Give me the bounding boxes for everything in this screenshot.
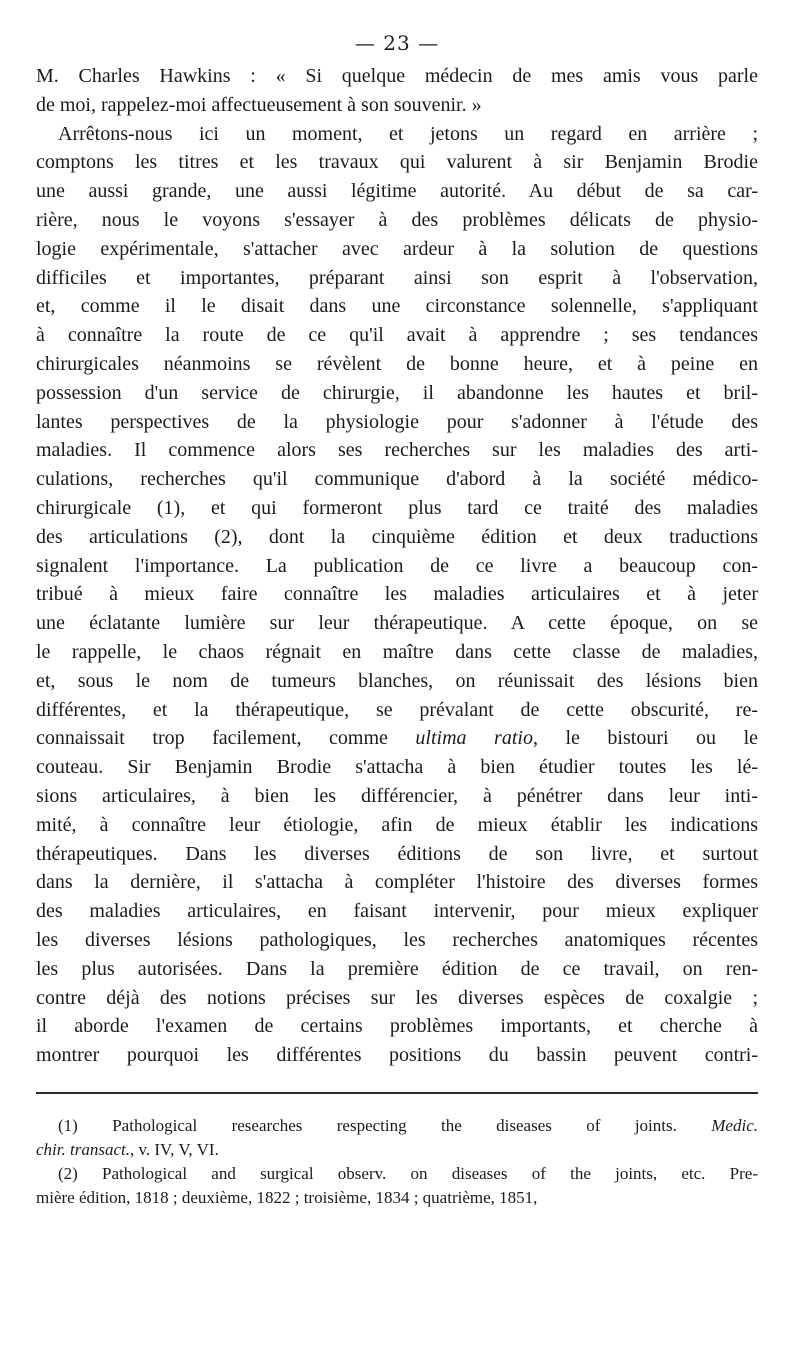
text-line: M. Charles Hawkins : « Si quelque médecin de mes amis vous parle xyxy=(36,65,758,87)
text-line: sions articulaires, à bien les différencier, à pénétrer dans leur inti- xyxy=(36,784,758,807)
text-line: à connaître la route de ce qu'il avait à apprendre ; ses tendances xyxy=(36,324,758,347)
footnote-1-text: (1) Pathological researches respecting the diseases of joints. xyxy=(58,1115,712,1135)
text-line: signalent l'importance. La publication de ce livre a beaucoup con- xyxy=(36,554,758,577)
text-line: une éclatante lumière sur leur thérapeutique. A cette époque, on se xyxy=(36,612,758,635)
text-line: et, comme il le disait dans une circonstance solennelle, s'appliquant xyxy=(36,295,758,318)
footnote-1-journal-cont: chir. transact. xyxy=(36,1139,130,1159)
text-line: difficiles et importantes, préparant ainsi son esprit à l'observation, xyxy=(36,266,758,289)
text-line: maladies. Il commence alors ses recherches sur les maladies des arti- xyxy=(36,439,758,462)
footnote-2-line-1: (2) Pathological and surgical observ. on diseases of the joints, etc. Pre- xyxy=(58,1163,758,1183)
text-line: couteau. Sir Benjamin Brodie s'attacha à bien étudier toutes les lé- xyxy=(36,756,758,779)
text-line: mité, à connaître leur étiologie, afin de mieux établir les indications xyxy=(36,813,758,836)
footnote-2-line-2: mière édition, 1818 ; deuxième, 1822 ; troisième, 1834 ; quatrième, 1851, xyxy=(36,1187,538,1207)
text-line: comptons les titres et les travaux qui valurent à sir Benjamin Brodie xyxy=(36,151,758,174)
text-line: lantes perspectives de la physiologie pour s'adonner à l'étude des xyxy=(36,410,758,433)
text-line: connaissait trop facilement, comme ultima ratio, le bistouri ou le xyxy=(36,727,758,750)
footnote-1-line-2 xyxy=(36,1138,758,1162)
footnote-1-line-1 xyxy=(36,1114,758,1138)
text-line: culations, recherches qu'il communique d'abord à la société médico- xyxy=(36,468,758,491)
text-line: chirurgicales néanmoins se révèlent de bonne heure, et à peine en xyxy=(36,352,758,375)
text-line: les diverses lésions pathologiques, les recherches anatomiques récentes xyxy=(36,928,758,951)
text-line: une aussi grande, une aussi légitime autorité. Au début de sa car- xyxy=(36,180,758,203)
text-line: des articulations (2), dont la cinquième édition et deux traductions xyxy=(36,525,758,548)
text-line: rière, nous le voyons s'essayer à des problèmes délicats de physio- xyxy=(36,208,758,231)
body-text xyxy=(36,62,758,1070)
page-number: — 23 — xyxy=(354,31,440,55)
footnotes xyxy=(36,1114,758,1210)
text-line: thérapeutiques. Dans les diverses éditions de son livre, et surtout xyxy=(36,842,758,865)
text-line: différentes, et la thérapeutique, se prévalant de cette obscurité, re- xyxy=(36,698,758,721)
text-line: les plus autorisées. Dans la première édition de ce travail, on ren- xyxy=(36,957,758,980)
text-line: le rappelle, le chaos régnait en maître dans cette classe de maladies, xyxy=(36,640,758,663)
text-line: il aborde l'examen de certains problèmes importants, et cherche à xyxy=(36,1015,758,1038)
text-line: logie expérimentale, s'attacher avec ardeur à la solution de questions xyxy=(36,237,758,260)
footnote-1-journal: Medic. xyxy=(711,1115,758,1135)
text-line: tribué à mieux faire connaître les maladies articulaires et à jeter xyxy=(36,583,758,606)
text-line: chirurgicale (1), et qui formeront plus tard ce traité des maladies xyxy=(36,496,758,519)
footnote-separator xyxy=(36,1092,758,1094)
text-line: contre déjà des notions précises sur les diverses espèces de coxalgie ; xyxy=(36,986,758,1009)
text-line: de moi, rappelez-moi affectueusement à son souvenir. » xyxy=(36,93,482,116)
text-line: Arrêtons-nous ici un moment, et jetons un regard en arrière ; xyxy=(58,122,758,145)
text-line: montrer pourquoi les différentes positions du bassin peuvent contri- xyxy=(36,1044,758,1067)
text-line: des maladies articulaires, en faisant intervenir, pour mieux expliquer xyxy=(36,900,758,923)
italic-phrase: ultima ratio xyxy=(415,727,533,750)
text-line: et, sous le nom de tumeurs blanches, on réunissait des lésions bien xyxy=(36,669,758,692)
text-line: dans la dernière, il s'attacha à compléter l'histoire des diverses formes xyxy=(36,871,758,894)
text-line: possession d'un service de chirurgie, il abandonne les hautes et bril- xyxy=(36,381,758,404)
footnote-1-volumes: , v. IV, V, VI. xyxy=(129,1139,219,1159)
